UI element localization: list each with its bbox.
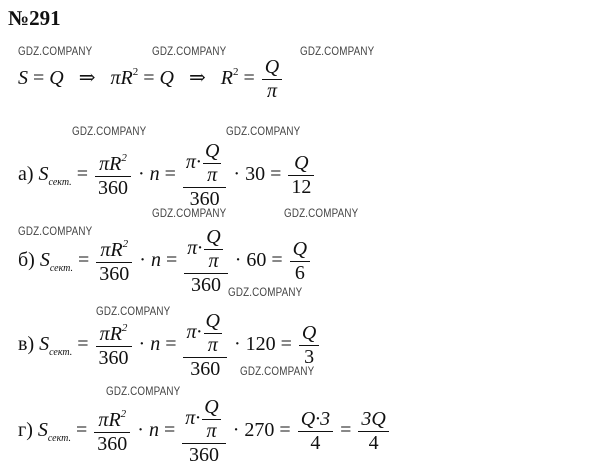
equation-v: в) $S_{сект.}$ = $\frac{\pi R^2}{360}$ · n = π· $\frac{Q}{\pi}$ 360 · 120 = $\frac{Q}{3}$ xyxy=(18,310,321,381)
watermark: GDZ.COMPANY xyxy=(284,206,359,220)
problem-number: №291 xyxy=(8,6,61,30)
equation-g: г) $S_{сект.}$ = $\frac{\pi R^2}{360}$ · n = π· $\frac{Q}{\pi}$ 360 · 270 = $\frac{Q\cdot 3}{4}$ = $\frac{3Q}{4}$ xyxy=(18,396,391,467)
watermark: GDZ.COMPANY xyxy=(300,44,375,58)
watermark: GDZ.COMPANY xyxy=(226,124,301,138)
watermark: GDZ.COMPANY xyxy=(152,206,227,220)
watermark: GDZ.COMPANY xyxy=(240,364,315,378)
fraction: $\frac{Q}{\pi}$ xyxy=(262,56,282,103)
equation-a: а) $S_{сект.}$ = $\frac{\pi R^2}{360}$ · n = π· $\frac{Q}{\pi}$ 360 · 30 = $\frac{Q}{12}$ xyxy=(18,140,316,211)
watermark: GDZ.COMPANY xyxy=(18,44,93,58)
implies-arrow: ⇒ xyxy=(78,67,96,90)
watermark: GDZ.COMPANY xyxy=(96,304,171,318)
watermark: GDZ.COMPANY xyxy=(18,224,93,238)
watermark: GDZ.COMPANY xyxy=(72,124,147,138)
equation-b: б) $S_{сект.}$ = $\frac{\pi R^2}{360}$ · n = π· $\frac{Q}{\pi}$ 360 · 60 = $\frac{Q}{6}$ xyxy=(18,226,312,297)
implies-arrow: ⇒ xyxy=(188,67,206,90)
watermark: GDZ.COMPANY xyxy=(228,285,303,299)
watermark: GDZ.COMPANY xyxy=(152,44,227,58)
watermark: GDZ.COMPANY xyxy=(106,384,181,398)
intro-equation: S = Q ⇒ $\pi R^2 = Q$ ⇒ $R^2$ = $\frac{Q}{\pi}$ xyxy=(18,56,284,103)
